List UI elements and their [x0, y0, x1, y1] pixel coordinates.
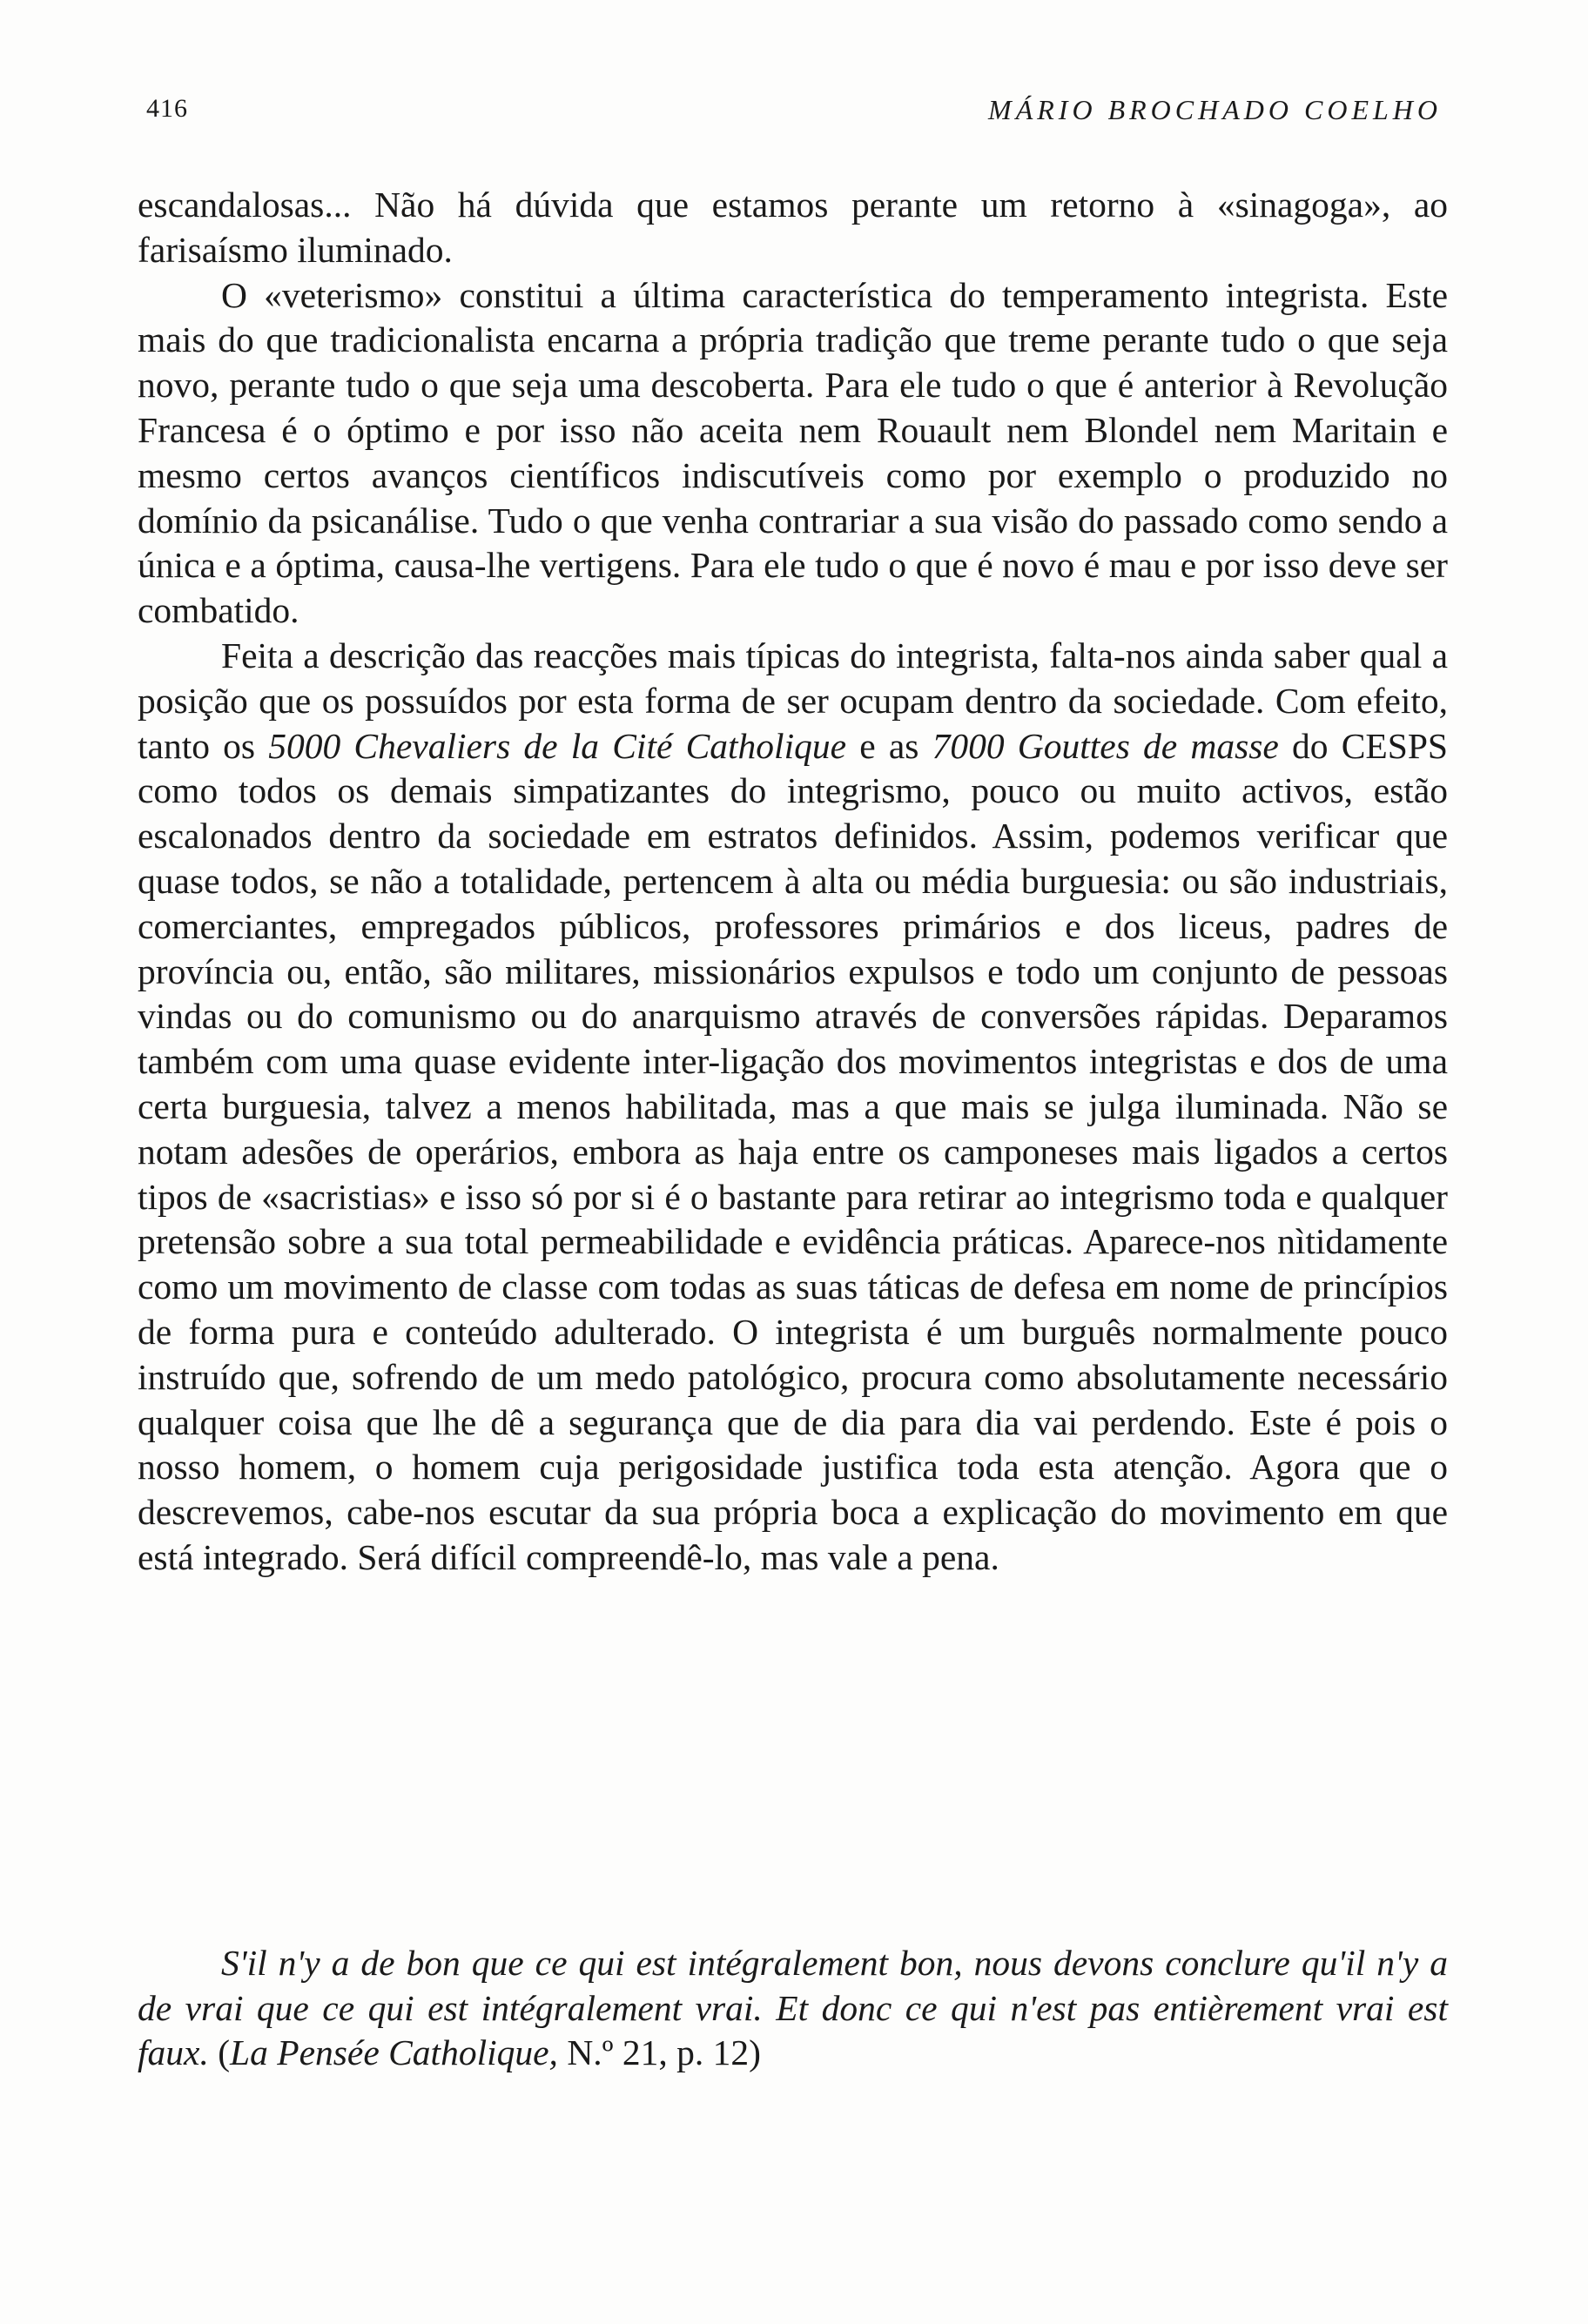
- body-text: [138, 183, 1448, 1581]
- paragraph-3-text-c: do CESPS como todos os demais simpatizantes do integrismo, pouco ou muito activos, estão escalonados dentro da sociedade em estratos definidos. Assim, podemos verificar que quase todos, se não a totalidade, pertencem à alta ou média burguesia: ou são industriais, comerciantes, empregados públicos, professores primários e dos liceus, padres de província ou, então, são militares, missionários expulsos e todo um conjunto de pessoas vindas ou do comunismo ou do anarquismo através de conversões rápidas. Deparamos também com uma quase evidente inter-ligação dos movimentos integristas e dos de uma certa burguesia, talvez a menos habilitada, mas a que mais se julga iluminada. Não se notam adesões de operários, embora as haja entre os camponeses mais ligados a certos tipos de «sacristias» e isso só por si é o bastante para retirar ao integrismo toda e qualquer pretensão sobre a sua total permeabilidade e evidência práticas. Aparece-nos nìtidamente como um movimento de classe com todas as suas táticas de defesa em nome de princípios de forma pura e conteúdo adulterado. O integrista é um burguês normalmente pouco instruído que, sofrendo de um medo patológico, procura como absolutamente necessário qualquer coisa que lhe dê a segurança que de dia para dia vai perdendo. Este é pois o nosso homem, o homem cuja perigosidade justifica toda esta atenção. Agora que o descrevemos, cabe-nos escutar da sua própria boca a explicação do movimento em que está integrado. Será difícil compreendê-lo, mas vale a pena.: [138, 725, 1448, 1577]
- page-number: 416: [146, 94, 188, 123]
- paragraph-3: [138, 634, 1448, 1581]
- running-head-author: MÁRIO BROCHADO COELHO: [988, 94, 1442, 125]
- page-header: [146, 94, 1442, 138]
- paragraph-2: O «veterismo» constitui a última característica do temperamento integrista. Este mais do que tradicionalista encarna a própria tradição que treme perante tudo o que seja novo, perante tudo o que seja uma descoberta. Para ele tudo o que é anterior à Revolução Francesa é o óptimo e por isso não aceita nem Rouault nem Blondel nem Maritain e mesmo certos avanços científicos indiscutíveis como por exemplo o produzido no domínio da psicanálise. Tudo o que venha contrariar a sua visão do passado como sendo a única e a óptima, causa-lhe vertigens. Para ele tudo o que é novo é mau e por isso deve ser combatido.: [138, 274, 1448, 631]
- quote-open-paren: (: [208, 2032, 231, 2072]
- quote-paragraph: [138, 1941, 1448, 2076]
- paragraph-1: escandalosas... Não há dúvida que estamos perante um retorno à «sinagoga», ao farisaísmo iluminado.: [138, 185, 1448, 270]
- quote-source-details: N.º 21, p. 12): [557, 2032, 761, 2072]
- paragraph-3-italic-chevaliers: 5000 Chevaliers de la Cité Catholique: [268, 725, 847, 766]
- quote-text: S'il n'y a de bon que ce qui est intégralement bon, nous devons conclure qu'il n'y a de vrai que ce qui est intégralement vrai. Et donc ce qui n'est pas entièrement vrai est faux.: [138, 1943, 1448, 2072]
- paragraph-3-text-a: Feita a descrição das reacções mais típicas do integrista, falta-nos ainda saber qual a posição que os possuídos por esta forma de ser ocupam dentro da sociedade. Com efeito, tanto os: [138, 635, 1448, 766]
- paragraph-3-italic-gouttes: 7000 Gouttes de masse: [932, 725, 1279, 766]
- paragraph-3-text-b: e as: [846, 725, 932, 766]
- quote-source-title: La Pensée Catholique,: [230, 2032, 558, 2072]
- epigraph-quote: [138, 1941, 1448, 2076]
